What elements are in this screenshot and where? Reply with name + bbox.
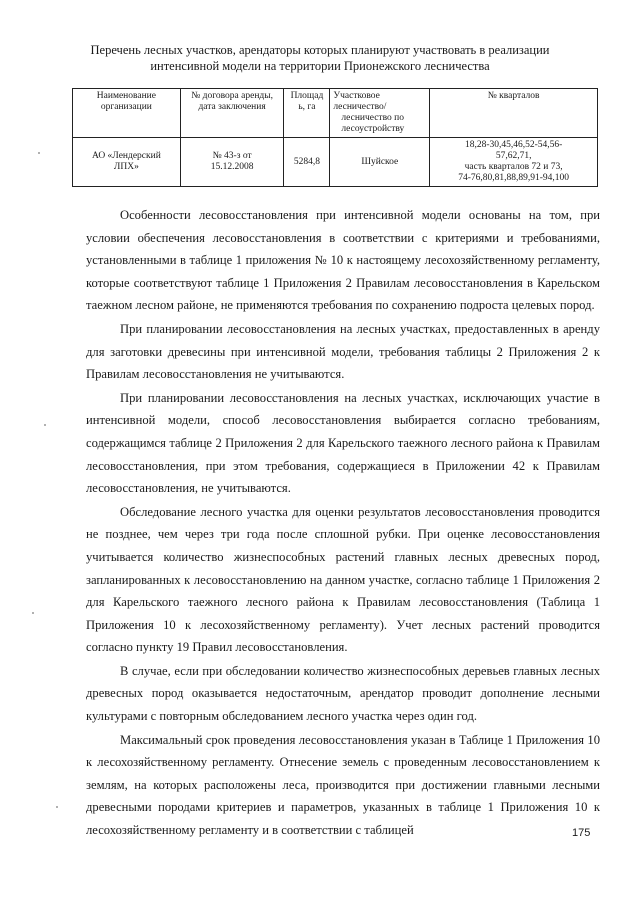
page-number: 175 (572, 827, 591, 839)
scan-speck (32, 612, 34, 614)
paragraph: Максимальный срок проведения лесовосстановления указан в Таблице 1 Приложения 10 к лесохозяйственному регламенту. Отнесение земель с проведенным лесовосстановлением к землям, на которых расположены леса, производится при достижении главными лесными древесными породами критериев и параметров, указанных в таблице 1 Приложения 10 к лесохозяйственному регламенту и в соответствии с таблицей (86, 732, 600, 838)
paragraph: В случае, если при обследовании количество жизнеспособных деревьев главных лесных древесных пород оказывается недостаточным, арендатор проводит дополнение лесными культурами с повторным обследованием лесного участка через один год. (86, 663, 600, 724)
table-header-row (73, 89, 598, 138)
document-body (86, 204, 600, 843)
title-line: Перечень лесных участков, арендаторы которых планируют участвовать в реализации (90, 43, 550, 57)
header-quarters: № кварталов (430, 89, 598, 138)
header-area: Площад ь, га (284, 89, 330, 138)
paragraph: При планировании лесовосстановления на лесных участках, предоставленных в аренду для заготовки древесины при интенсивной модели, требования таблицы 2 Приложения 2 к Правилам лесовосстановления не учитываются. (86, 321, 600, 382)
document-title (60, 42, 580, 74)
cell-area: 5284,8 (284, 138, 330, 187)
cell-contract: № 43-з от 15.12.2008 (180, 138, 284, 187)
scan-speck (56, 806, 58, 808)
cell-forestry: Шуйское (330, 138, 430, 187)
paragraph: Обследование лесного участка для оценки результатов лесовосстановления проводится не позднее, чем через три года после сплошной рубки. При оценке лесовосстановления учитывается количество жизнеспособных растений главных лесных древесных пород, запланированных к лесовосстановлению на данном участке, согласно таблице 1 Приложения 2 для Карельского таежного лесного района к Правилам лесовосстановления (Таблица 1 Приложения 10 к лесохозяйственному регламенту). Учет лесных растений проводится согласно пункту 19 Правил лесовосстановления. (86, 504, 600, 655)
paragraph: При планировании лесовосстановления на лесных участках, исключающих участие в интенсивной модели, способ лесовосстановления выбирается согласно требованиям, содержащимся таблице 2 Приложения 2 для Карельского таежного лесного района к Правилам лесовосстановления, при этом требования, содержащиеся в Приложении 42 к Правилам лесовосстановления, не учитываются. (86, 390, 600, 496)
lease-table (72, 88, 598, 187)
scan-speck (44, 424, 46, 426)
table-row (73, 138, 598, 187)
paragraph: Особенности лесовосстановления при интенсивной модели основаны на том, при условии обеспечения лесовосстановления в соответствии с критериями и требованиями, установленными в таблице 1 приложения № 10 к настоящему лесохозяйственному регламенту, которые соответствуют таблице 1 Приложения 2 Правилам лесовосстановления в Карельском таежном лесном районе, не применяются требования по сохранению подроста целевых пород. (86, 208, 600, 313)
scan-speck (38, 152, 40, 154)
title-line: интенсивной модели на территории Прионежского лесничества (150, 59, 490, 73)
cell-organization: АО «Лендерский ЛПХ» (73, 138, 181, 187)
header-contract: № договора аренды, дата заключения (180, 89, 284, 138)
header-forestry: Участковое лесничество/ лесничество по лесоустройству (330, 89, 430, 138)
header-organization: Наименование организации (73, 89, 181, 138)
cell-quarters: 18,28-30,45,46,52-54,56- 57,62,71, часть кварталов 72 и 73, 74-76,80,81,88,89,91-94,100 (430, 138, 598, 187)
